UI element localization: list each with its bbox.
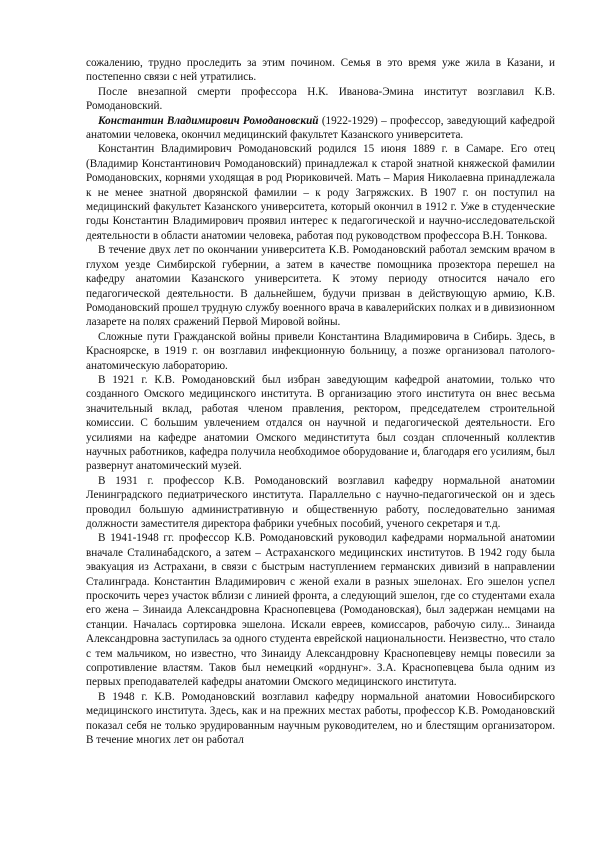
document-page <box>86 56 555 748</box>
person-name: Константин Владимирович Ромодановский <box>98 114 319 127</box>
paragraph-biography-heading <box>86 114 555 143</box>
paragraph-civil-war: Сложные пути Гражданской войны привели Константина Владимировича в Сибирь. Здесь, в Красноярске, в 1919 г. он возглавил инфекционную больницу, а позже организовал патолого-анатомическую лабораторию. <box>86 330 555 372</box>
paragraph-successor: После внезапной смерти профессора Н.К. Иванова-Эмина институт возглавил К.В. Ромодановский. <box>86 85 555 113</box>
paragraph-novosibirsk: В 1948 г. К.В. Ромодановский возглавил кафедру нормальной анатомии Новосибирского медицинского института. Здесь, как и на прежних местах работы, профессор К.В. Ромодановский показал себя не только эрудированным научным руководителем, но и блестящим организатором. В течение многих лет он работал <box>86 690 555 747</box>
paragraph-continuation: сожалению, трудно проследить за этим почином. Семья в это время уже жила в Казани, и постепенно связи с ней утратились. <box>86 57 555 84</box>
paragraph-leningrad: В 1931 г. профессор К.В. Ромодановский возглавил кафедру нормальной анатомии Ленинградского педиатрического института. Параллельно с научно-педагогической он и здесь проводил большую административную и общественную работу, последовательно занимая должности заместителя директора фабрики учебных пособий, ученого секретаря и т.д. <box>86 474 555 530</box>
paragraph-early-life: Константин Владимирович Ромодановский родился 15 июня 1889 г. в Самаре. Его отец (Владимир Константинович Ромодановский) принадлежал к старой знатной княжеской фамилии Ромодановских, корнями уходящая в род Рюриковичей. Мать – Мария Николаевна принадлежала к не менее знатной дворянской фамилии – к роду Загряжских. В 1907 г. он поступил на медицинский факультет Казанского университета, который окончил в 1912 г. Уже в студенческие годы Константин Владимирович проявил интерес к педагогической и научно-исследовательской деятельности в области анатомии человека, работая под руководством профессора В.Н. Тонкова. <box>86 143 555 242</box>
paragraph-omsk: В 1921 г. К.В. Ромодановский был избран заведующим кафедрой анатомии, только что созданного Омского медицинского института. В организацию этого института он внес весьма значительный вклад, работая членом правления, ректором, председателем строительной комиссии. С большим увлечением отдался он научной и педагогической деятельности. Его усилиями на кафедре анатомии Омского мединститута был создан сплоченный коллектив научных работников, кафедра получила необходимое оборудование и, благодаря его усилиям, был развернут анатомический музей. <box>86 373 555 473</box>
paragraph-war-years: В 1941-1948 гг. профессор К.В. Ромодановский руководил кафедрами нормальной анатомии вначале Сталинабадского, а затем – Астраханского медицинских институтов. В 1942 году была эвакуация из Астрахани, в связи с быстрым наступлением германских дивизий в направлении Сталинграда. Константин Владимирович с женой ехали в разных эшелонах. Его эшелон успел проскочить через участок вблизи с линией фронта, а следующий эшелон, где со студентами ехала его жена – Зинаида Александровна Краснопевцева (Ромодановская), был задержан немцами на станции. Началась сортировка эшелона. Искали евреев, комиссаров, рабочую силу... Зинаида Александровна заступилась за одного студента еврейской национальности. Неизвестно, что стало с тем мальчиком, но известно, что Зинаиду Александровну Краснопевцеву немцы повесили за сопротивление властям. Таков был немецкий «орднунг». З.А. Краснопевцева была одним из первых преподавателей кафедры анатомии Омского медицинского института. <box>86 532 555 689</box>
paragraph-early-career: В течение двух лет по окончании университета К.В. Ромодановский работал земским врачом в глухом уезде Симбирской губернии, а затем в качестве помощника прозектора перешел на кафедру анатомии Казанского университета. К этому периоду относится начало его педагогической деятельности. В дальнейшем, будучи призван в действующую армию, К.В. Ромодановский прошел трудную службу военного врача в кавалерийских полках и в дивизионном лазарете на полях сражений Первой Мировой войны. <box>86 244 555 329</box>
person-summary: (1922-1929) – профессор, заведующий кафедрой анатомии человека, окончил медицинский факультет Казанского университета. <box>86 114 555 142</box>
